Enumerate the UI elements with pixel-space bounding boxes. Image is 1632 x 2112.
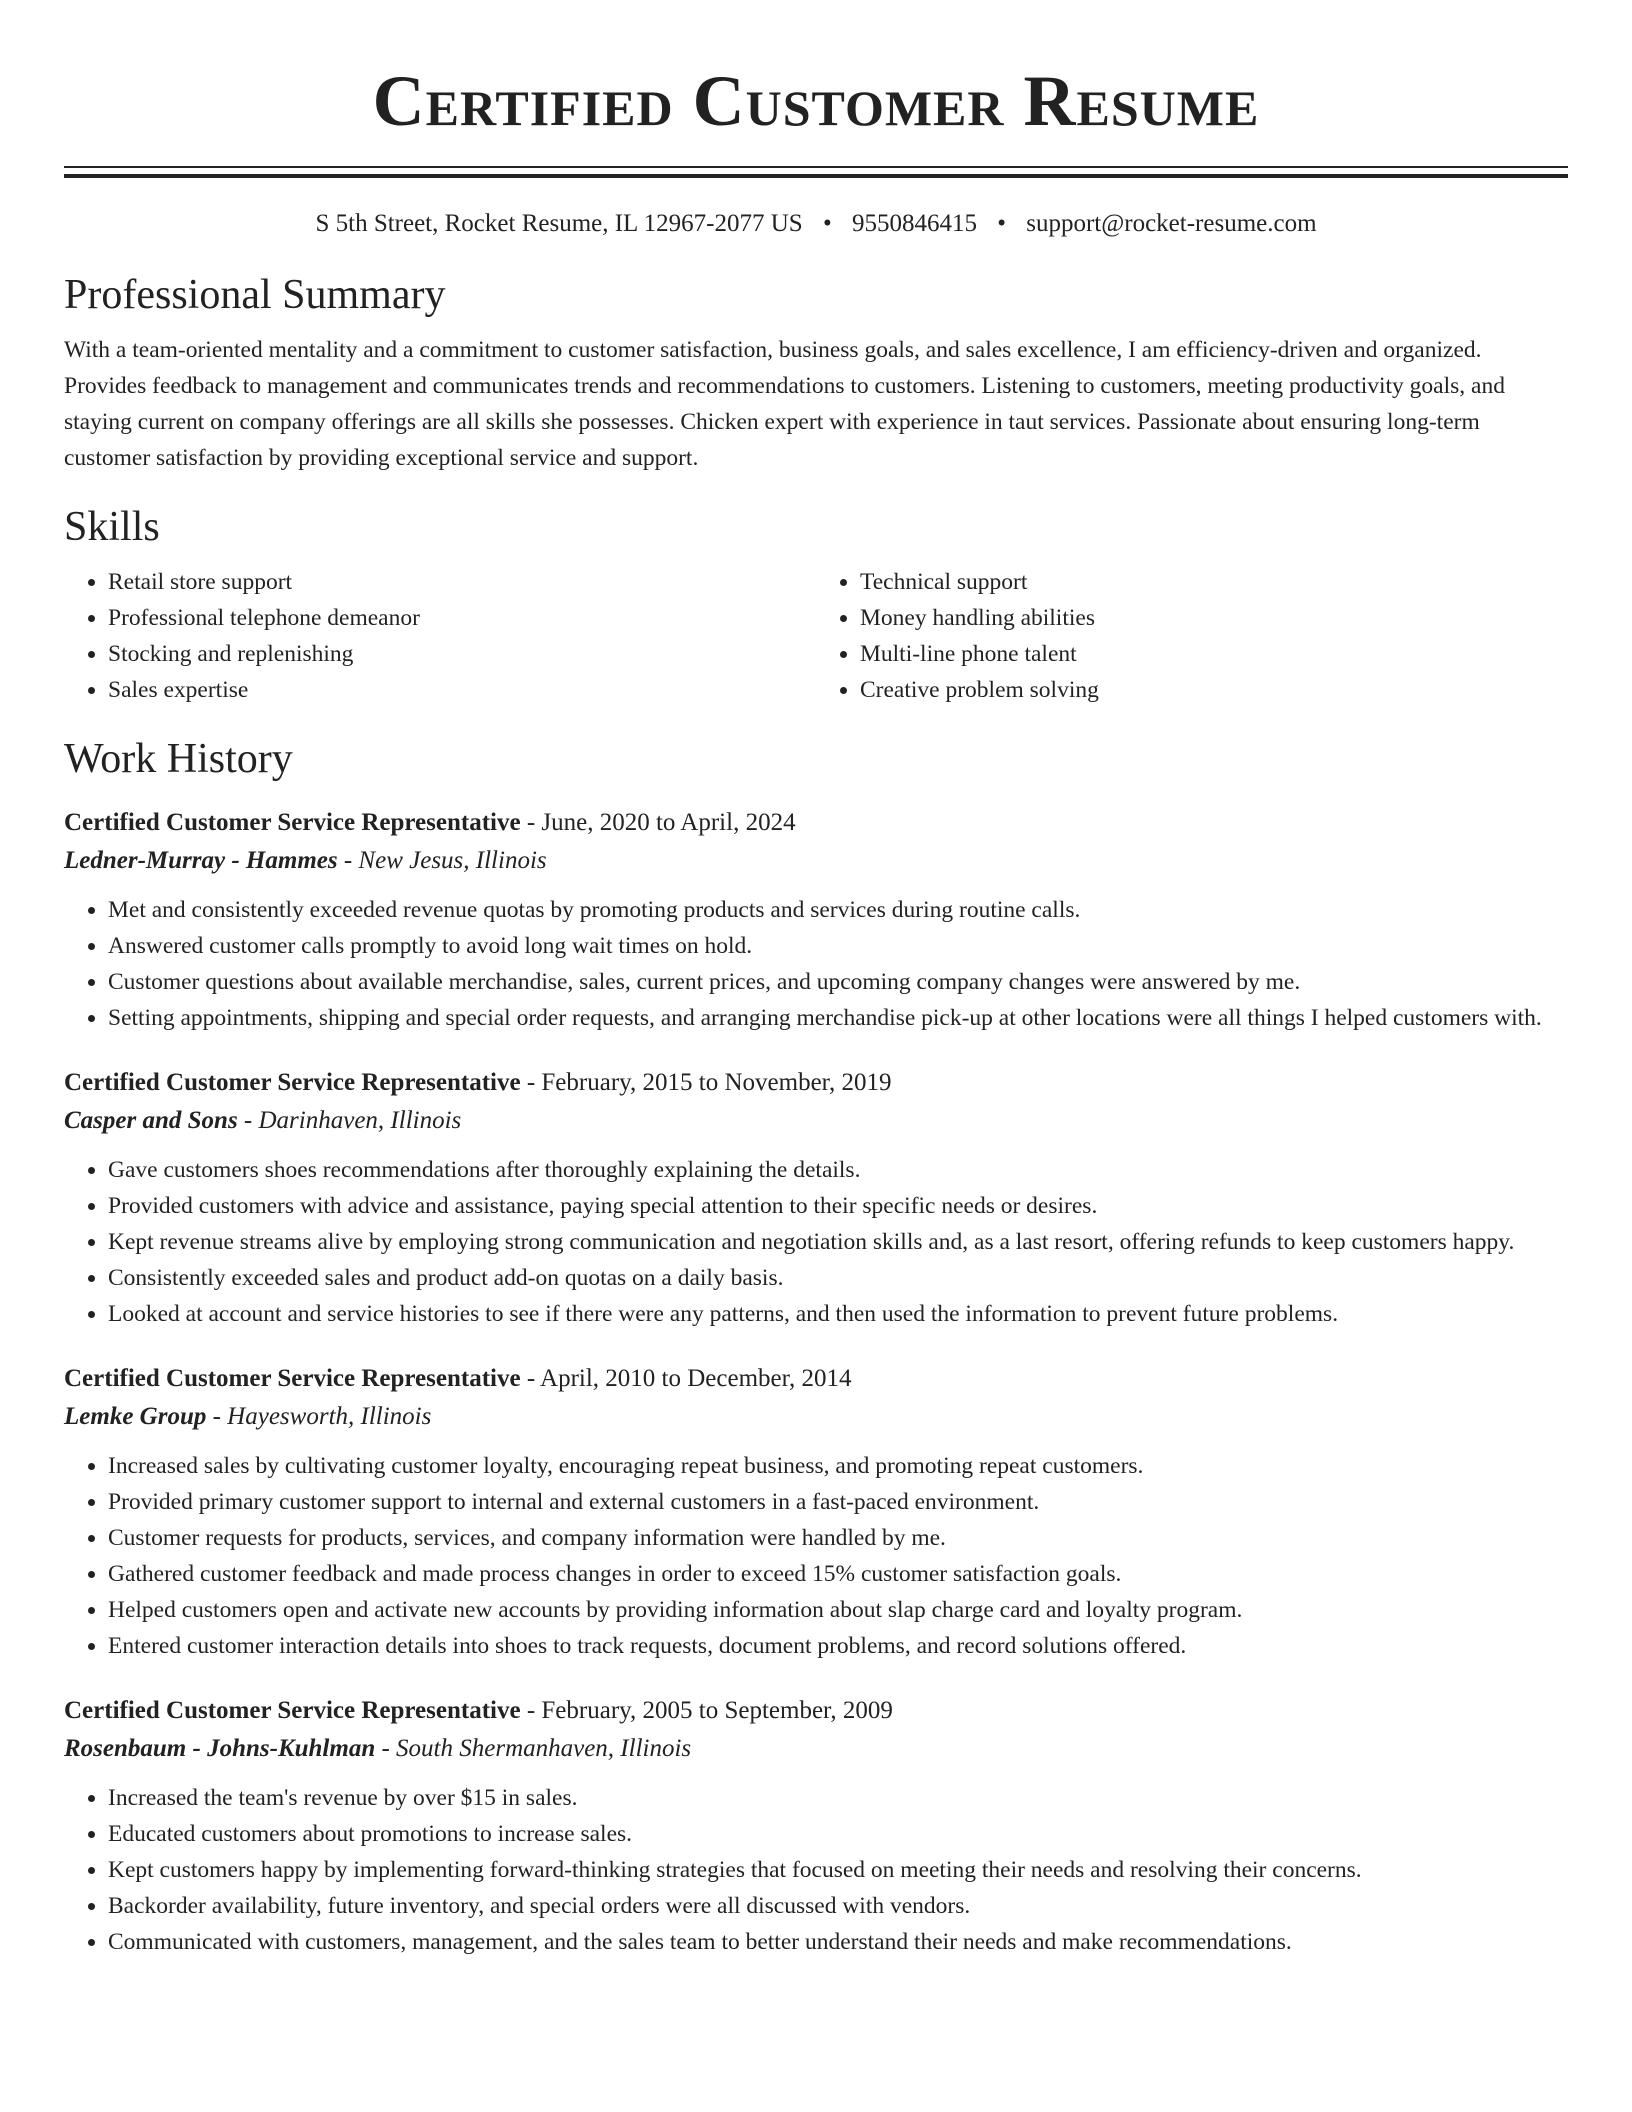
- job-bullet: • Increased the team's revenue by over $15 in sales.: [108, 1780, 1568, 1816]
- job-bullet: • Helped customers open and activate new accounts by providing information about slap charge card and loyalty program.: [108, 1592, 1568, 1628]
- job-location: - New Jesus, Illinois: [337, 847, 547, 874]
- job-role: Certified Customer Service Representative: [64, 809, 521, 836]
- skill-item: • Multi-line phone talent: [860, 636, 1568, 672]
- job-company-line: [64, 1730, 1568, 1768]
- job-company-line: [64, 1102, 1568, 1140]
- job-bullet: • Kept revenue streams alive by employing strong communication and negotiation skills and, as a last resort, offering refunds to keep customers happy.: [108, 1224, 1568, 1260]
- skills-column-right: [816, 564, 1568, 708]
- job-bullets: [64, 1780, 1568, 1960]
- job-bullet: • Provided customers with advice and assistance, paying special attention to their specific needs or desires.: [108, 1188, 1568, 1224]
- job-role: Certified Customer Service Representative: [64, 1069, 521, 1096]
- job-header: [64, 1692, 1568, 1730]
- skills-column-left: [64, 564, 816, 708]
- job-header: [64, 1064, 1568, 1102]
- contact-separator: •: [997, 210, 1006, 237]
- job-bullet: • Gave customers shoes recommendations after thoroughly explaining the details.: [108, 1152, 1568, 1188]
- job-bullets: [64, 1448, 1568, 1664]
- job-company: Lemke Group: [64, 1403, 207, 1430]
- job-bullet: • Educated customers about promotions to increase sales.: [108, 1816, 1568, 1852]
- job-location: - Hayesworth, Illinois: [206, 1403, 432, 1430]
- contact-email: support@rocket-resume.com: [1026, 210, 1317, 237]
- contact-line: [64, 208, 1568, 240]
- job-bullet: • Backorder availability, future inventory, and special orders were all discussed with vendors.: [108, 1888, 1568, 1924]
- job-dates: - April, 2010 to December, 2014: [520, 1365, 852, 1392]
- job-bullet: • Provided primary customer support to internal and external customers in a fast-paced environment.: [108, 1484, 1568, 1520]
- job-entry: [64, 1360, 1568, 1664]
- skill-item: • Technical support: [860, 564, 1568, 600]
- skill-item: • Retail store support: [108, 564, 816, 600]
- job-bullet: • Answered customer calls promptly to avoid long wait times on hold.: [108, 928, 1568, 964]
- job-company-line: [64, 1398, 1568, 1436]
- job-company: Rosenbaum - Johns-Kuhlman: [64, 1735, 376, 1762]
- skills-heading: Skills: [64, 504, 160, 550]
- job-header: [64, 804, 1568, 842]
- job-entry: [64, 1692, 1568, 1960]
- job-dates: - February, 2005 to September, 2009: [520, 1697, 893, 1724]
- job-bullet: • Consistently exceeded sales and product add-on quotas on a daily basis.: [108, 1260, 1568, 1296]
- job-bullet: • Setting appointments, shipping and special order requests, and arranging merchandise pick-up at other locations were all things I helped customers with.: [108, 1000, 1568, 1036]
- job-bullet: • Looked at account and service histories to see if there were any patterns, and then used the information to prevent future problems.: [108, 1296, 1568, 1332]
- job-bullets: [64, 892, 1568, 1036]
- header-double-rule: [64, 166, 1568, 178]
- skill-item: • Creative problem solving: [860, 672, 1568, 708]
- skill-item: • Sales expertise: [108, 672, 816, 708]
- job-bullet: • Communicated with customers, management, and the sales team to better understand their needs and make recommendations.: [108, 1924, 1568, 1960]
- job-bullet: • Kept customers happy by implementing forward-thinking strategies that focused on meeting their needs and resolving their concerns.: [108, 1852, 1568, 1888]
- job-bullet: • Gathered customer feedback and made process changes in order to exceed 15% customer satisfaction goals.: [108, 1556, 1568, 1592]
- job-bullet: • Customer questions about available merchandise, sales, current prices, and upcoming company changes were answered by me.: [108, 964, 1568, 1000]
- job-bullet: • Entered customer interaction details into shoes to track requests, document problems, and record solutions offered.: [108, 1628, 1568, 1664]
- job-entry: [64, 804, 1568, 1036]
- job-location: - Darinhaven, Illinois: [237, 1107, 462, 1134]
- job-entry: [64, 1064, 1568, 1332]
- job-company: Casper and Sons: [64, 1107, 238, 1134]
- job-bullet: • Met and consistently exceeded revenue quotas by promoting products and services during routine calls.: [108, 892, 1568, 928]
- job-role: Certified Customer Service Representative: [64, 1365, 521, 1392]
- skill-item: • Money handling abilities: [860, 600, 1568, 636]
- summary-heading: Professional Summary: [64, 272, 446, 318]
- contact-separator: •: [822, 210, 832, 237]
- job-role: Certified Customer Service Representative: [64, 1697, 521, 1724]
- skill-item: • Stocking and replenishing: [108, 636, 816, 672]
- summary-text: With a team-oriented mentality and a commitment to customer satisfaction, business goals, and sales excellence, I am efficiency-driven and organized. Provides feedback to management and communicates trends and recommendations to customers. Listening to customers, meeting productivity goals, and staying current on company offerings are all skills she possesses. Chicken expert with experience in taut services. Passionate about ensuring long-term customer satisfaction by providing exceptional service and support.: [64, 337, 1505, 471]
- job-header: [64, 1360, 1568, 1398]
- job-company: Ledner-Murray - Hammes: [64, 847, 338, 874]
- job-dates: - June, 2020 to April, 2024: [520, 809, 796, 836]
- job-company-line: [64, 842, 1568, 880]
- job-bullet: • Customer requests for products, services, and company information were handled by me.: [108, 1520, 1568, 1556]
- skills-grid: [64, 564, 1568, 708]
- contact-address: S 5th Street, Rocket Resume, IL 12967-2077 US: [315, 210, 803, 237]
- job-dates: - February, 2015 to November, 2019: [520, 1069, 892, 1096]
- job-bullets: [64, 1152, 1568, 1332]
- skill-item: • Professional telephone demeanor: [108, 600, 816, 636]
- contact-phone: 9550846415: [851, 210, 977, 237]
- resume-name: Certified Customer Resume: [372, 61, 1260, 141]
- work-history-heading: Work History: [64, 736, 293, 782]
- job-bullet: • Increased sales by cultivating customer loyalty, encouraging repeat business, and promoting repeat customers.: [108, 1448, 1568, 1484]
- job-location: - South Shermanhaven, Illinois: [375, 1735, 692, 1762]
